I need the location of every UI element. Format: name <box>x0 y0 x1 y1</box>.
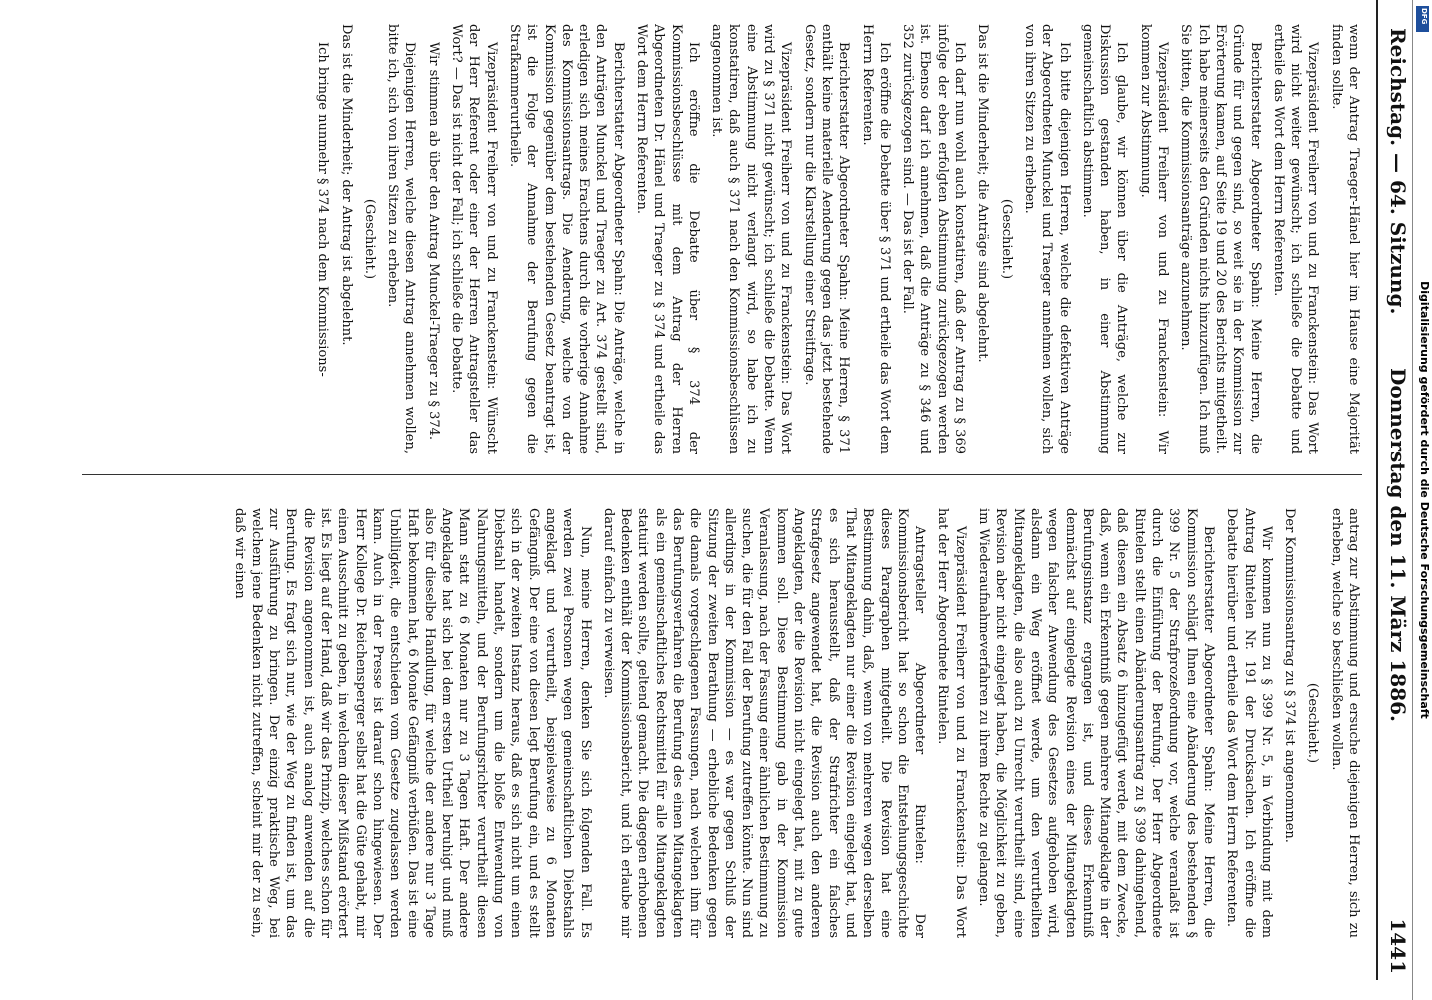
paragraph: Berichterstatter Abgeordneter Spahn: Meine Herren, die Kommission schlägt Ihnen eine Abänderung des bestehenden § 399 Nr. 5 der Strafprozeßordnung vor, welche veranlaßt ist durch die Einführung der Berufung. Der Herr Abgeordnete Rintelen stellt einen Abänderungsantrag zu § 399 dahingehend, daß diesem ein Absatz 6 hinzugefügt werde, mit dem Zwecke, daß, wenn ein Erkenntniß gegen mehrere Mitangeklagte in der Berufungsinstanz ergangen ist, und dieses Erkenntniß demnächst auf eingelegte Revision eines der Mitangeklagten wegen falscher Anwendung des Gesetzes aufgehoben wird, alsdann ein Weg eröffnet werde, um den verurtheilten Mitangeklagten, die also auch zu Unrecht verurtheilt sind, eine Revision aber nicht eingelegt haben, die Möglichkeit zu geben, im Wiederaufnahmeverfahren zu ihrem Rechte zu gelangen. <box>976 508 1216 938</box>
dfg-logo-text: DFG <box>1420 8 1428 25</box>
stage-direction: (Geschieht.) <box>1305 682 1321 764</box>
paragraph: Ich eröffne die Debatte über § 371 und ertheile das Wort dem Herrn Referenten. <box>859 24 892 454</box>
paragraph: Vizepräsident Freiherr von und zu Franckenstein: Wir kommen zur Abstimmung. <box>1137 24 1171 454</box>
paragraph: Berichterstatter Abgeordneter Spahn: Meine Herren, § 371 enthält keine materielle Aenderung gegen das jetzt bestehende Gesetz, sondern nur die Klarstellung einer Streitfrage. <box>801 24 852 454</box>
header-session: Reichstag. — 64. Sitzung. <box>1386 28 1410 315</box>
paragraph: Ich bringe nunmehr § 374 nach dem Kommissions- <box>315 42 331 377</box>
stage-direction: (Geschieht.) <box>361 198 377 280</box>
paragraph: Ich eröffne die Debatte über § 374 der Kommissionsbeschlüsse mit dem Antrag der Herren Abgeordneten Dr. Hänel und Traeger zu § 374 und ertheile das Wort dem Herrn Referenten. <box>634 24 701 454</box>
paragraph: Antragsteller Abgeordneter Rintelen: Der Kommissionsbericht hat so schon die Entstehungsgeschichte dieses Paragraphen mitgetheilt. Die Revision hat eine Bestimmung dahin, daß, wenn von mehreren wegen derselben That Mitangeklagten nur einer die Revision eingelegt hat, und es sich herausstellt, daß der Strafrichter ein falsches Strafgesetz angewendet hat, die Revision auch den anderen Angeklagten, der die Revision nicht eingelegt hat, mit zu gute kommen soll. Diese Bestimmung gab in der Kommission Veranlassung, nach der Fassung einer ähnlichen Bestimmung zu suchen, die für den Fall der Berufung zutreffen könnte. Nun sind allerdings in der Kommission — es war gegen Schluß der Sitzung der zweiten Berathung — erhebliche Bedenken gegen die damals vorgeschlagenen Fassungen, nach welchen ihm für das Berufungsverfahren die Berufung des einen Mitangeklagten als ein gemeinschaftliches Rechtsmittel für alle Mitangeklagten statuirt werden sollte, geltend gemacht. Die dagegen erhobenen Bedenken enthält der Kommissionsbericht, und ich erlaube mir darauf einfach zu verweisen. <box>600 508 928 938</box>
paragraph: wenn der Antrag Traeger-Hänel hier im Hause eine Majorität finden sollte. <box>1328 24 1361 454</box>
paragraph: Vizepräsident Freiherr von und zu Franckenstein: Wünscht der Herr Referent oder einer der Herren Antragsteller das Wort? — Das ist nicht der Fall; ich schließe die Debatte. <box>449 24 499 454</box>
funding-note: Digitalisierung gefördert durch die Deutsche Forschungsgemeinschaft <box>1418 281 1431 719</box>
paragraph: Der Kommissionsantrag zu § 374 ist angenommen. <box>1282 508 1298 843</box>
paragraph: Ich glaube, wir können über die Anträge, welche zur Diskussion gestanden haben, in einer Abstimmung gemeinschaftlich abstimmen. <box>1079 24 1130 454</box>
paragraph: Wir stimmen ab über den Antrag Munckel-Traeger zu § 374. <box>425 42 441 441</box>
paragraph: Vizepräsident Freiherr von und zu Franckenstein: Das Wort wird zu § 371 nicht gewünscht; ich schließe die Debatte. Wenn eine Abstimmung nicht verlangt wird, so habe ich zu konstatiren, daß auch § 371 nach den Kommissionsbeschlüssen angenommen ist. <box>709 24 794 454</box>
right-column <box>72 508 1362 938</box>
paragraph: Berichterstatter Abgeordneter Spahn: Die Anträge, welche in den Anträgen Munckel und Traeger zu Art. 374 gestellt sind, erledigen sich meines Erachtens durch die vorherige Annahme des Kommissionsantrags. Die Aenderung, welche von der Kommission gegenüber dem bestehenden Gesetz beantragt ist, ist die Folge der Annahme der Berufung gegen die Strafkammerurtheile. <box>506 24 626 454</box>
paragraph: Wir kommen nun zu § 399 Nr. 5, in Verbindung mit dem Antrag Rintelen Nr. 191 der Drucksachen. Ich eröffne die Debatte hierüber und ertheile das Wort dem Herrn Referenten. <box>1224 508 1274 938</box>
paragraph: Vizepräsident Freiherr von und zu Franckenstein: Das Wort hat der Herr Abgeordnete Rintelen. <box>935 508 968 938</box>
paragraph: Ich bitte diejenigen Herren, welche die defektiven Anträge der Abgeordneten Munckel und Traeger annehmen wollen, sich von ihren Sitzen zu erheben. <box>1021 24 1072 454</box>
rotated-page <box>40 0 1432 980</box>
paragraph: Das ist die Minderheit; der Antrag ist abgelehnt. <box>338 24 354 346</box>
paragraph: Das ist die Minderheit; die Anträge sind abgelehnt. <box>975 24 991 363</box>
paragraph: Diejenigen Herren, welche diesen Antrag annehmen wollen, bitte ich, sich von ihren Sitzen zu erheben. <box>385 24 418 454</box>
header-date: Donnerstag den 11. März 1886. <box>1386 368 1410 722</box>
paragraph: Vizepräsident Freiherr von und zu Franckenstein: Das Wort wird nicht weiter gewünscht; ich schließe die Debatte und ertheile das Wort dem Herrn Referenten. <box>1270 24 1321 454</box>
dfg-logo <box>1416 6 1429 32</box>
paragraph: Berichterstatter Abgeordneter Spahn: Meine Herren, die Gründe für und gegen sind, so weit sie in der Kommission zur Erörterung kamen, auf Seite 19 und 20 des Berichts mitgetheilt. Ich habe meinerseits den Gründen nichts hinzuzufügen. Ich muß Sie bitten, die Kommissionsanträge anzunehmen. <box>1178 24 1263 454</box>
page-number: 1441 <box>1386 918 1410 974</box>
column-divider <box>82 474 1362 475</box>
paragraph: Ich darf nun wohl auch konstatiren, daß der Antrag zu § 369 infolge der eben erfolgten Abstimmung zurückgezogen werden ist. Ebenso darf ich annehmen, daß die Anträge zu § 346 und 352 zurückgezogen sind. — Das ist der Fall. <box>900 24 968 454</box>
stage-direction: (Geschieht.) <box>998 198 1014 280</box>
left-column <box>72 24 1362 454</box>
paragraph: Nun, meine Herren, denken Sie sich folgenden Fall. Es werden zwei Personen wegen gemeinschaftlichen Diebstahls angeklagt und verurtheilt, beispielsweise zu 6 Monaten Gefängniß. Der eine von diesen legt Berufung ein, und es stellt sich in der zweiten Instanz heraus, daß es sich nicht um einen Diebstahl handelt, sondern um die bloße Entwendung von Nahrungsmitteln, und der Berufungsrichter verurtheilt diesen Mann statt zu 6 Monaten nur zu 3 Tagen Haft. Der andere Angeklagte hat sich bei dem ersten Urtheil beruhigt und muß also für dieselbe Handlung, für welche der andere nur 3 Tage Haft bekommen hat, 6 Monate Gefängniß verbüßen. Das ist eine Unbilligkeit, die entschieden vom Gesetze zugelassen werden kann. Auch in der Presse ist darauf schon hingewiesen. Der Herr Kollege Dr. Reichensperger selbst hat die Güte gehabt, mir einen Ausschnitt zu geben, in welchem dieser Mißstand erörtert ist. Es liegt auf der Hand, daß wir das Prinzip, welches schon für die Revision angenommen ist, auch analog anwenden auf die Berufung. Es fragt sich nur, wie der Weg zu finden ist, um das zur Ausführung zu bringen. Der einzig praktische Weg, bei welchem jene Bedenken nicht zutreffen, scheint mir der zu sein, daß wir einen <box>231 508 593 938</box>
paragraph: antrag zur Abstimmung und ersuche diejenigen Herren, sich zu erheben, welche so beschließen wollen. <box>1328 508 1361 938</box>
